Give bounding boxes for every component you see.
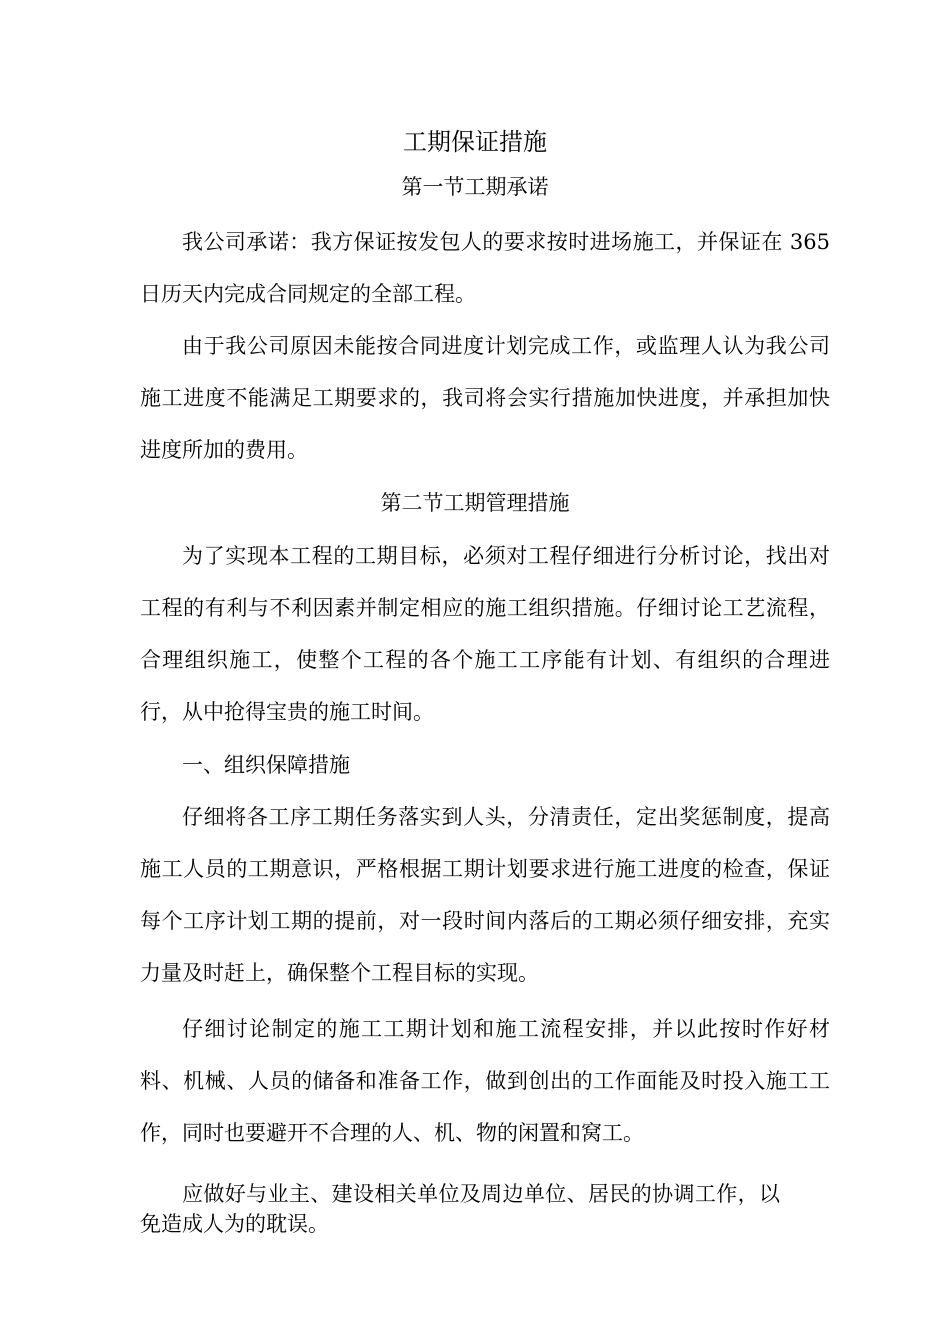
section-1-paragraph-1: 我公司承诺：我方保证按发包人的要求按时进场施工，并保证在 365 日历天内完成合同规定的全部工程。 (140, 230, 830, 306)
section-2-intro-paragraph: 为了实现本工程的工期目标，必须对工程仔细进行分析讨论，找出对工程的有利与不利因素并制定相应的施工组织措施。仔细讨论工艺流程，合理组织施工，使整个工程的各个施工工序能有计划、有组织的合理进行，从中抢得宝贵的施工时间。 (140, 544, 830, 724)
section-2-paragraph-1: 仔细将各工序工期任务落实到人头，分清责任，定出奖惩制度，提高施工人员的工期意识，严格根据工期计划要求进行施工进度的检查，保证每个工序计划工期的提前，对一段时间内落后的工期必须仔细安排，充实力量及时赶上，确保整个工程目标的实现。 (140, 805, 830, 985)
section-1-paragraph-2: 由于我公司原因未能按合同进度计划完成工作，或监理人认为我公司施工进度不能满足工期要求的，我司将会实行措施加快进度，并承担加快进度所加的费用。 (140, 334, 830, 462)
section-2-paragraph-2: 仔细讨论制定的施工工期计划和施工流程安排，并以此按时作好材料、机械、人员的储备和准备工作，做到创出的工作面能及时投入施工工作，同时也要避开不合理的人、机、物的闲置和窝工。 (140, 1017, 830, 1145)
section-2-paragraph-3: 应做好与业主、建设相关单位及周边单位、居民的协调工作，以免造成人为的耽误。 (140, 1182, 780, 1236)
section-1-heading: 第一节工期承诺 (401, 175, 549, 199)
section-2-heading: 第二节工期管理措施 (380, 491, 570, 515)
document-title: 工期保证措施 (403, 128, 547, 156)
organization-measures-heading: 一、组织保障措施 (182, 753, 350, 777)
